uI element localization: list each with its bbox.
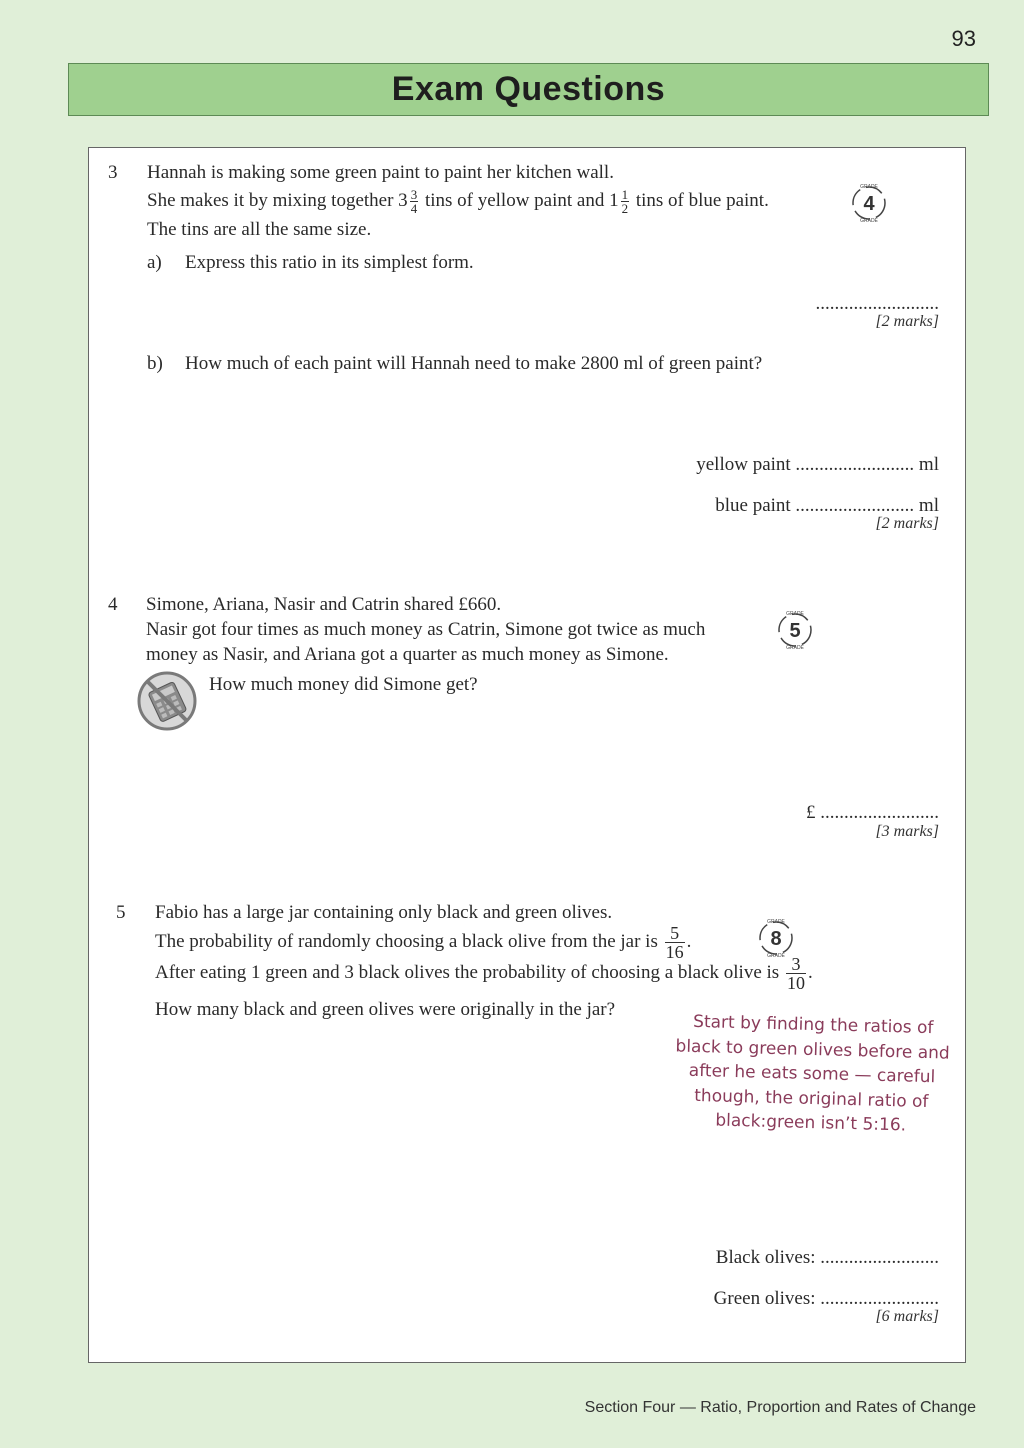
grade-5-badge-icon — [775, 610, 815, 650]
page-title: Exam Questions — [391, 70, 666, 108]
no-calculator-icon — [136, 670, 198, 732]
fraction-three-tenths: $\frac{3}{10}$ — [786, 954, 805, 993]
question-4-line-3: money as Nasir, and Ariana got a quarter as much money as Simone. — [146, 644, 669, 665]
question-3-line-3: The tins are all the same size. — [147, 219, 372, 240]
page-number: 93 — [951, 26, 976, 51]
svg-text:5: 5 — [789, 620, 801, 642]
svg-text:GRADE: GRADE — [860, 184, 878, 190]
question-4-line-4: How much money did Simone get? — [209, 674, 478, 695]
question-5-line-3: After eating 1 green and 3 black olives the probability of choosing a black olive is $\frac{3}{10}$ . — [155, 954, 813, 993]
hint-line: Start by finding the ratios of — [692, 1011, 934, 1039]
question-3-line-1: Hannah is making some green paint to paint her kitchen wall. — [147, 162, 614, 183]
blue-paint-answer[interactable]: blue paint ......................... ml — [715, 495, 939, 516]
black-olives-answer[interactable]: Black olives: ......................... — [715, 1247, 939, 1268]
hint-line: black:green isn’t 5:16. — [715, 1110, 907, 1136]
fraction-five-sixteenths: $\frac{5}{16}$ — [665, 923, 684, 962]
part-b-label: b) — [147, 353, 163, 374]
question-5-marks: [6 marks] — [875, 1308, 939, 1325]
question-5-number: 5 — [116, 902, 126, 923]
fraction-three-quarters: $\frac{3}{4}$ — [410, 187, 418, 216]
section-footer: Section Four — Ratio, Proportion and Rates of Change — [584, 1399, 976, 1416]
question-5-line-2: The probability of randomly choosing a black olive from the jar is $\frac{5}{16}$ . — [155, 923, 692, 962]
svg-text:4: 4 — [863, 193, 875, 215]
part-a-marks: [2 marks] — [875, 313, 939, 330]
grade-4-badge-icon — [849, 183, 889, 223]
fraction-one-half: $\frac{1}{2}$ — [621, 187, 629, 216]
svg-text:8: 8 — [770, 928, 782, 950]
question-4-line-1: Simone, Ariana, Nasir and Catrin shared £660. — [146, 594, 502, 615]
question-4-number: 4 — [108, 594, 118, 615]
question-4-line-2: Nasir got four times as much money as Catrin, Simone got twice as much — [146, 619, 706, 640]
part-b-text: How much of each paint will Hannah need to make 2800 ml of green paint? — [185, 353, 763, 374]
hint-line: though, the original ratio of — [694, 1085, 929, 1112]
svg-text:GRADE: GRADE — [767, 919, 785, 925]
question-3-number: 3 — [108, 162, 118, 183]
svg-text:GRADE: GRADE — [786, 611, 804, 617]
question-5-line-1: Fabio has a large jar containing only black and green olives. — [155, 902, 613, 923]
svg-text:GRADE: GRADE — [786, 645, 804, 650]
part-a-answer-line[interactable]: .......................... — [815, 293, 939, 314]
svg-text:GRADE: GRADE — [860, 218, 878, 223]
hint-note — [670, 1009, 953, 1139]
question-5-line-4: How many black and green olives were originally in the jar? — [155, 999, 616, 1020]
part-b-marks: [2 marks] — [875, 515, 939, 532]
question-4-answer-line[interactable]: £ ......................... — [806, 802, 939, 823]
title-bar — [68, 63, 989, 116]
green-olives-answer[interactable]: Green olives: ......................... — [713, 1288, 939, 1309]
part-a-text: Express this ratio in its simplest form. — [185, 252, 474, 273]
question-3-line-2: She makes it by mixing together 3 $\frac{3}{4}$ tins of yellow paint and 1 $\frac{1}{2}$ tins of blue paint. — [147, 187, 769, 216]
hint-line: after he eats some — careful — [688, 1060, 936, 1088]
hint-line: black to green olives before and — [675, 1035, 950, 1064]
svg-text:GRADE: GRADE — [767, 953, 785, 958]
part-a-label: a) — [147, 252, 162, 273]
grade-8-badge-icon — [756, 918, 796, 958]
questions-panel — [88, 147, 966, 1363]
question-4-marks: [3 marks] — [875, 823, 939, 840]
yellow-paint-answer[interactable]: yellow paint ......................... ml — [696, 454, 939, 475]
